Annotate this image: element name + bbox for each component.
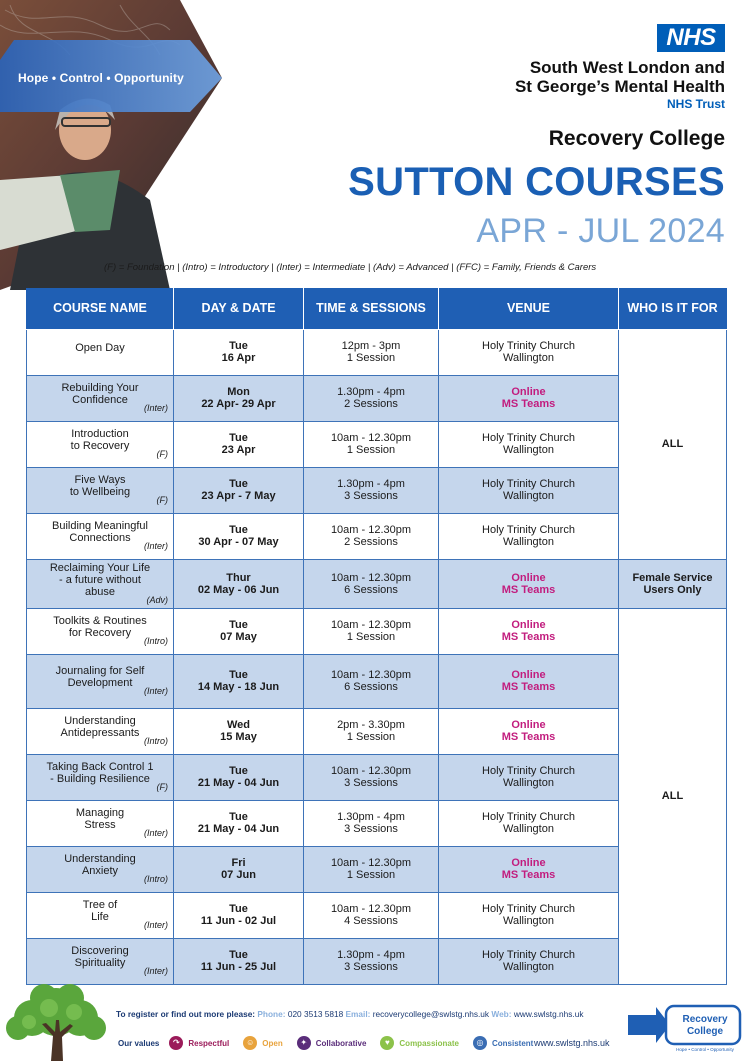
course-level: (Inter) [143,686,168,696]
time-sessions-cell [304,754,439,800]
course-time: 10am - 12.30pm [330,571,412,584]
who-line1: ALL [661,438,684,450]
trust-subtitle: NHS Trust [666,97,725,111]
course-sessions: 4 Sessions [344,915,398,927]
day-date-cell [174,608,304,654]
tagline: Hope • Control • Opportunity [18,71,184,85]
course-day: Tue [229,949,248,961]
day-date-cell [174,846,304,892]
header-course-name: COURSE NAME [27,288,174,329]
who-cell [619,329,727,559]
value-consistent [473,1036,533,1050]
course-time: 1.30pm - 4pm [337,386,405,398]
course-name-cell [27,938,174,984]
value-compassionate [380,1036,459,1050]
course-level: (Inter) [143,828,168,838]
time-sessions-cell [304,800,439,846]
venue-line2: MS Teams [501,869,556,881]
rc-logo-tagline: Hope • Control • Opportunity [676,1047,734,1052]
venue-line1: Online [511,571,546,584]
course-time: 10am - 12.30pm [330,903,412,915]
table-row [27,608,727,654]
course-name-cell [27,754,174,800]
course-name-line2: Stress [84,819,116,831]
venue-cell [439,938,619,984]
phone-label: Phone: [257,1009,286,1019]
venue-cell [439,754,619,800]
course-date: 14 May - 18 Jun [197,681,280,693]
value-open [243,1036,282,1050]
course-sessions: 3 Sessions [344,961,398,973]
course-name-line2: to Wellbeing [69,486,131,498]
course-name-cell [27,513,174,559]
course-name-line2: for Recovery [68,627,132,639]
who-cell [619,608,727,984]
course-day: Tue [229,340,248,352]
venue-line1: Holy Trinity Church [482,903,575,915]
table-body [27,329,727,984]
venue-line2: MS Teams [501,583,556,596]
header-time-sessions: TIME & SESSIONS [304,288,439,329]
course-sessions: 6 Sessions [344,681,398,693]
course-name-line1: Understanding [64,853,136,865]
course-name-line1: Journaling for Self [55,665,145,677]
course-level: (F) [156,495,168,505]
day-date-cell [174,708,304,754]
value-label: Respectful [188,1038,230,1048]
course-level: (Inter) [143,920,168,930]
course-day: Tue [229,619,248,631]
tree-icon [4,982,108,1061]
course-time: 10am - 12.30pm [330,765,412,777]
course-sessions: 6 Sessions [344,583,398,596]
time-sessions-cell [304,708,439,754]
course-time: 12pm - 3pm [341,340,401,352]
respectful-icon: ↷ [169,1036,183,1050]
compassionate-icon: ♥ [380,1036,394,1050]
course-date: 11 Jun - 02 Jul [200,915,277,927]
venue-line2: Wallington [503,777,554,789]
course-level: (F) [156,782,168,792]
course-time: 10am - 12.30pm [330,619,412,631]
website-link[interactable]: www.swlstg.nhs.uk [534,1038,610,1048]
course-level: (Intro) [143,736,168,746]
time-sessions-cell [304,375,439,421]
course-name-line1: Reclaiming Your Life [49,561,151,574]
time-sessions-cell [304,846,439,892]
course-level: (Adv) [146,594,168,605]
venue-cell [439,892,619,938]
venue-cell [439,329,619,375]
nhs-logo: NHS [657,24,725,52]
course-level: (Intro) [143,874,168,884]
course-name-line2: Development [67,677,133,689]
value-collaborative [297,1036,367,1050]
trust-name-line1: South West London and [529,58,725,77]
course-time: 1.30pm - 4pm [337,478,405,490]
course-level: (F) [156,449,168,459]
course-name-line2: - Building Resilience [50,773,150,785]
venue-line2: Wallington [503,823,554,835]
course-sessions: 1 Session [346,731,396,743]
venue-line2: MS Teams [501,681,556,693]
course-name-line2: to Recovery [70,440,130,452]
trust-name [515,58,725,96]
course-time: 10am - 12.30pm [330,432,412,444]
course-date: 23 Apr [221,444,256,456]
venue-line1: Online [511,719,546,731]
course-name-line1: Taking Back Control 1 [46,761,154,773]
course-date: 21 May - 04 Jun [197,777,280,789]
venue-line2: MS Teams [501,631,556,643]
value-label: Open [262,1038,283,1048]
venue-line2: Wallington [503,536,554,548]
course-name-line2: - a future without abuse [59,573,141,598]
venue-line2: MS Teams [501,398,556,410]
values-title: Our values [118,1038,160,1048]
time-sessions-cell [304,654,439,708]
course-name-line2: Spirituality [74,957,126,969]
course-sessions: 3 Sessions [344,490,398,502]
course-day: Tue [229,765,248,777]
course-level: (Inter) [143,541,168,551]
day-date-cell [174,892,304,938]
register-info [116,1009,583,1019]
course-name-line1: Tree of [82,899,118,911]
course-name-line1: Discovering [71,945,129,957]
day-date-cell [174,800,304,846]
time-sessions-cell [304,513,439,559]
course-sessions: 2 Sessions [344,536,398,548]
course-name-line1: Rebuilding Your [61,382,139,394]
hero-photo [0,0,222,290]
day-date-cell [174,329,304,375]
venue-cell [439,467,619,513]
course-time: 2pm - 3.30pm [337,719,405,731]
value-label: Compassionate [399,1038,459,1048]
venue-line1: Holy Trinity Church [482,811,575,823]
courses-table-wrap [26,288,726,985]
course-name-line1: Understanding [64,715,136,727]
course-sessions: 2 Sessions [344,398,398,410]
venue-cell [439,654,619,708]
course-time: 1.30pm - 4pm [337,811,405,823]
venue-cell [439,608,619,654]
day-date-cell [174,513,304,559]
course-name-cell [27,654,174,708]
venue-line1: Holy Trinity Church [482,524,575,536]
time-sessions-cell [304,559,439,608]
time-sessions-cell [304,329,439,375]
course-name-line1: Open Day [75,342,125,354]
course-day: Mon [227,386,250,398]
course-day: Fri [231,857,246,869]
venue-line1: Online [511,386,546,398]
course-day: Tue [229,903,248,915]
venue-cell [439,846,619,892]
course-date: 02 May - 06 Jun [197,583,280,596]
venue-cell [439,375,619,421]
consistent-icon: ◎ [473,1036,487,1050]
course-sessions: 3 Sessions [344,777,398,789]
course-sessions: 1 Session [346,444,396,456]
hero-image [0,0,222,290]
date-range: APR - JUL 2024 [476,212,725,250]
venue-cell [439,708,619,754]
course-day: Tue [229,432,248,444]
venue-line1: Holy Trinity Church [482,340,575,352]
rc-logo-line1: Recovery [682,1014,728,1025]
course-name-cell [27,559,174,608]
day-date-cell [174,654,304,708]
venue-cell [439,800,619,846]
who-line2: Users Only [643,583,702,596]
who-cell [619,559,727,608]
day-date-cell [174,421,304,467]
course-name-line2: Anxiety [81,865,119,877]
course-name-cell [27,467,174,513]
web-link[interactable]: www.swlstg.nhs.uk [513,1009,584,1019]
header-who: WHO IS IT FOR [619,288,727,329]
course-sessions: 1 Session [346,631,396,643]
who-line1: ALL [661,790,684,802]
venue-line1: Holy Trinity Church [482,765,575,777]
level-legend: (F) = Foundation | (Intro) = Introductory | (Inter) = Intermediate | (Adv) = Advanced | (FFC) = Family, Friends & Carers [104,262,597,273]
table-row [27,329,727,375]
venue-line2: Wallington [503,444,554,456]
course-sessions: 1 Session [346,352,396,364]
course-day: Tue [229,478,248,490]
course-date: 22 Apr- 29 Apr [201,398,276,410]
time-sessions-cell [304,938,439,984]
collaborative-icon: ✦ [297,1036,311,1050]
course-level: (Intro) [143,636,168,646]
venue-line1: Online [511,857,546,869]
course-name-cell [27,421,174,467]
course-name-cell [27,375,174,421]
course-name-line2: Antidepressants [60,727,140,739]
venue-line2: Wallington [503,490,554,502]
course-name-line1: Introduction [71,428,129,440]
register-lead: To register or find out more please: [116,1009,256,1019]
course-date: 23 Apr - 7 May [201,490,276,502]
venue-line2: Wallington [503,961,554,973]
recovery-college-logo [626,1003,742,1053]
course-name-line2: Connections [69,532,131,544]
course-name-line2: Life [91,911,109,923]
header-day-date: DAY & DATE [174,288,304,329]
course-name-line2: Confidence [72,394,128,406]
course-date: 07 Jun [221,869,256,881]
email-link[interactable]: recoverycollege@swlstg.nhs.uk [372,1009,490,1019]
course-time: 10am - 12.30pm [330,669,412,681]
course-time: 10am - 12.30pm [330,524,412,536]
web-label: Web: [491,1009,512,1019]
open-icon: ☺ [243,1036,257,1050]
time-sessions-cell [304,608,439,654]
course-date: 16 Apr [221,352,256,364]
course-day: Thur [226,571,251,584]
course-day: Tue [229,669,248,681]
course-date: 11 Jun - 25 Jul [200,961,277,973]
venue-line2: Wallington [503,915,554,927]
table-row [27,559,727,608]
phone-number[interactable]: 020 3513 5818 [287,1009,344,1019]
course-time: 1.30pm - 4pm [337,949,405,961]
course-day: Wed [226,719,251,731]
course-name-line1: Building Meaningful [51,520,148,532]
value-respectful [169,1036,229,1050]
time-sessions-cell [304,892,439,938]
course-day: Tue [229,811,248,823]
time-sessions-cell [304,421,439,467]
course-day: Tue [229,524,248,536]
value-label: Collaborative [315,1038,367,1048]
course-name-line1: Five Ways [74,474,126,486]
college-name: Recovery College [548,127,725,150]
venue-line2: MS Teams [501,731,556,743]
course-name-cell [27,329,174,375]
course-level: (Inter) [143,966,168,976]
page-title: SUTTON COURSES [348,160,725,204]
venue-cell [439,421,619,467]
course-level: (Inter) [143,403,168,413]
course-sessions: 3 Sessions [344,823,398,835]
course-sessions: 1 Session [346,869,396,881]
venue-cell [439,559,619,608]
day-date-cell [174,467,304,513]
venue-line1: Holy Trinity Church [482,949,575,961]
values-bar [118,1036,547,1050]
who-line1: Female Service [632,571,713,584]
course-date: 07 May [220,631,257,643]
venue-line1: Online [511,619,546,631]
day-date-cell [174,375,304,421]
rc-logo-line2: College [686,1026,724,1037]
courses-table [26,288,727,985]
trust-name-line2: St George’s Mental Health [514,77,725,96]
course-name-line1: Toolkits & Routines [53,615,147,627]
day-date-cell [174,559,304,608]
course-date: 30 Apr - 07 May [198,536,279,548]
course-date: 15 May [220,731,257,743]
course-time: 10am - 12.30pm [330,857,412,869]
value-label: Consistent [491,1038,534,1048]
day-date-cell [174,938,304,984]
course-date: 21 May - 04 Jun [197,823,280,835]
course-name-cell [27,608,174,654]
course-name-cell [27,892,174,938]
venue-line1: Holy Trinity Church [482,432,575,444]
venue-line1: Holy Trinity Church [482,478,575,490]
course-name-cell [27,708,174,754]
time-sessions-cell [304,467,439,513]
course-name-cell [27,846,174,892]
table-header-row [27,288,727,329]
course-name-cell [27,800,174,846]
venue-cell [439,513,619,559]
venue-line1: Online [511,669,546,681]
email-label: Email: [345,1009,371,1019]
day-date-cell [174,754,304,800]
course-name-line1: Managing [75,807,125,819]
venue-line2: Wallington [503,352,554,364]
header-venue: VENUE [439,288,619,329]
